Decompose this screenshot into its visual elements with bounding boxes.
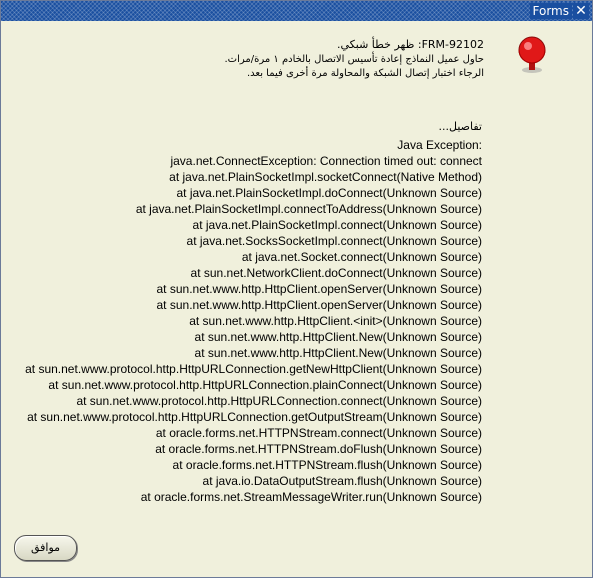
stack-trace-line: java.net.ConnectException: Connection timed out: connect [170, 154, 482, 168]
stack-trace-line: at java.net.SocksSocketImpl.connect(Unknown Source) [186, 234, 482, 248]
stack-trace-line: at oracle.forms.net.HTTPNStream.connect(Unknown Source) [155, 426, 482, 440]
stack-trace-line: at java.net.PlainSocketImpl.connect(Unknown Source) [192, 218, 482, 232]
details-header: تفاصيل... [438, 120, 482, 133]
stack-trace-line: Java Exception: [397, 138, 482, 152]
window-title: Forms [530, 3, 572, 19]
title-bar[interactable] [1, 1, 592, 21]
stack-trace-line: at sun.net.www.protocol.http.HttpURLConnection.connect(Unknown Source) [76, 394, 482, 408]
details-section [12, 119, 482, 135]
ok-button[interactable]: موافق [14, 535, 77, 561]
error-detail-line: حاول عميل النماذج إعادة تأسيس الاتصال بالخادم ١ مرة/مرات. [224, 54, 484, 65]
close-icon[interactable]: ✕ [573, 3, 589, 19]
stack-trace-line: at java.io.DataOutputStream.flush(Unknown Source) [202, 474, 482, 488]
stack-trace-line: at sun.net.www.http.HttpClient.openServer(Unknown Source) [156, 298, 482, 312]
stack-trace-line: at sun.net.www.protocol.http.HttpURLConnection.plainConnect(Unknown Source) [48, 378, 482, 392]
stack-trace [2, 137, 482, 505]
stack-trace-line: at oracle.forms.net.HTTPNStream.doFlush(Unknown Source) [155, 442, 482, 456]
error-advice-line: الرجاء اختبار إتصال الشبكة والمحاولة مرة أخرى فيما بعد. [246, 68, 484, 79]
stack-trace-line: at sun.net.www.http.HttpClient.New(Unknown Source) [194, 330, 482, 344]
stack-trace-line: at java.net.PlainSocketImpl.doConnect(Unknown Source) [176, 186, 482, 200]
stack-trace-line: at oracle.forms.net.StreamMessageWriter.run(Unknown Source) [140, 490, 482, 504]
stack-trace-line: at java.net.PlainSocketImpl.connectToAddress(Unknown Source) [135, 202, 482, 216]
stack-trace-line: at java.net.Socket.connect(Unknown Source) [241, 250, 482, 264]
error-code-line: FRM-92102: ظهر خطأ شبكي. [337, 38, 484, 51]
stack-trace-line: at sun.net.www.http.HttpClient.<init>(Unknown Source) [189, 314, 482, 328]
stack-trace-line: at sun.net.www.protocol.http.HttpURLConnection.getOutputStream(Unknown Source) [27, 410, 482, 424]
error-message [24, 36, 484, 81]
stack-trace-line: at sun.net.www.protocol.http.HttpURLConnection.getNewHttpClient(Unknown Source) [25, 362, 482, 376]
stack-trace-line: at sun.net.www.http.HttpClient.openServer(Unknown Source) [156, 282, 482, 296]
stack-trace-line: at sun.net.www.http.HttpClient.New(Unknown Source) [194, 346, 482, 360]
stack-trace-line: at oracle.forms.net.HTTPNStream.flush(Unknown Source) [172, 458, 482, 472]
stack-trace-line: at java.net.PlainSocketImpl.socketConnect(Native Method) [169, 170, 482, 184]
stack-trace-line: at sun.net.NetworkClient.doConnect(Unknown Source) [190, 266, 482, 280]
alert-siren-icon [514, 34, 550, 74]
